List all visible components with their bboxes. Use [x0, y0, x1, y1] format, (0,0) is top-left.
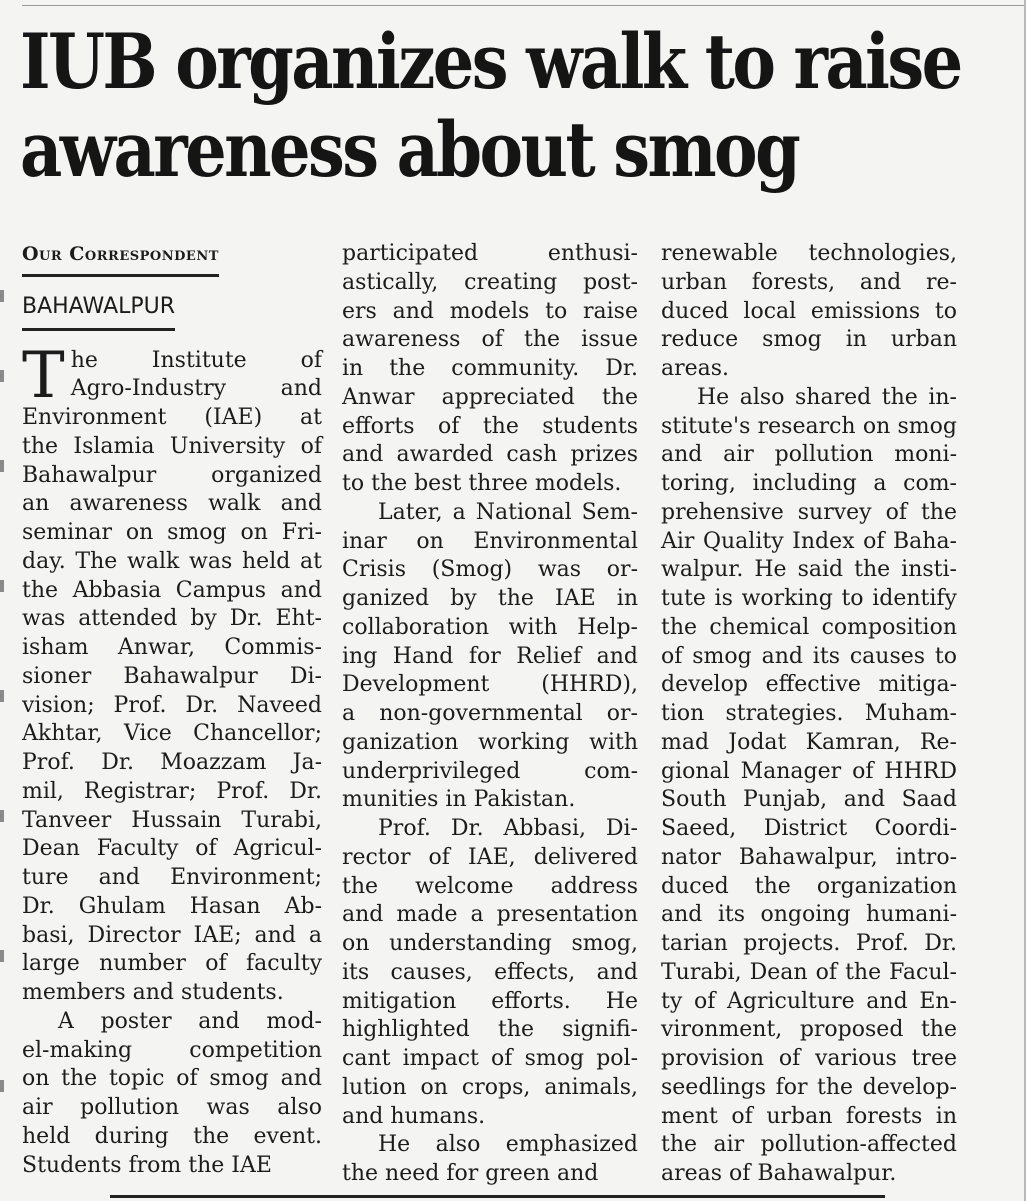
text-line: the Islamia University of — [22, 433, 322, 459]
text-line: collaboration with Help- — [342, 614, 638, 640]
text-line: Dr. Ghulam Hasan Ab- — [22, 893, 322, 919]
margin-ticks — [0, 250, 6, 1200]
text-line: mil, Registrar; Prof. Dr. — [22, 778, 322, 804]
text-line: day. The walk was held at — [22, 548, 322, 574]
text-line: tion strategies. Muham- — [661, 701, 957, 726]
text-line: mad Jodat Kamran, Re- — [661, 729, 957, 755]
text-line: el-making competition — [22, 1037, 322, 1063]
text-line: and air pollution moni- — [661, 442, 957, 468]
text-line: mitigation efforts. He — [342, 988, 638, 1014]
text-line: isham Anwar, Commis- — [22, 635, 322, 660]
text-line: inar on Environmental — [342, 528, 638, 554]
text-line: efforts of the students — [342, 413, 638, 439]
text-line: on understanding smog, — [342, 931, 638, 956]
text-line: a non-governmental or- — [342, 701, 638, 726]
text-line: duced local emissions to — [661, 298, 957, 324]
text-line: He also shared the in- — [697, 384, 957, 410]
text-line: Bahawalpur organized — [22, 462, 322, 488]
text-line: ture and Environment; — [22, 865, 322, 890]
text-line: seminar on smog on Fri- — [22, 520, 322, 545]
text-line: members and students. — [22, 980, 284, 1005]
text-line: highlighted the signifi- — [342, 1017, 638, 1043]
text-line: awareness of the issue — [342, 327, 638, 353]
text-line: lution on crops, animals, — [342, 1074, 638, 1100]
dateline: BAHAWALPUR — [22, 293, 175, 331]
text-line: the welcome address — [342, 873, 638, 899]
text-line: walpur. He said the insti- — [661, 557, 957, 583]
text-line: of smog and its causes to — [661, 643, 957, 669]
text-line: Tanveer Hussain Turabi, — [22, 807, 322, 833]
text-line: He also emphasized — [378, 1132, 638, 1158]
bottom-rule — [110, 1195, 885, 1198]
headline-line-1: IUB organizes walk to raise — [20, 17, 961, 106]
headline — [20, 17, 961, 194]
text-line: Anwar appreciated the — [342, 384, 638, 410]
text-line: ers and models to raise — [342, 298, 638, 324]
text-line: the Abbasia Campus and — [22, 577, 322, 603]
text-line: ing Hand for Relief and — [342, 643, 638, 669]
text-line: the air pollution-affected — [661, 1132, 957, 1158]
text-line: develop effective mitiga- — [661, 672, 957, 698]
text-line: areas of Bahawalpur. — [661, 1161, 897, 1186]
text-line: and its ongoing humani- — [661, 902, 957, 928]
text-line: the need for green and — [342, 1161, 599, 1186]
text-line: tarian projects. Prof. Dr. — [661, 931, 957, 956]
text-line: urban forests, and re- — [661, 269, 957, 295]
text-line: reduce smog in urban — [661, 327, 957, 353]
text-line: Environment (IAE) at — [22, 405, 322, 430]
text-line: was attended by Dr. Eht- — [22, 606, 322, 632]
text-line: and humans. — [342, 1103, 486, 1129]
text-line: duced the organization — [661, 873, 957, 899]
text-line: provision of various tree — [661, 1046, 957, 1071]
text-line: munities in Pakistan. — [342, 787, 576, 813]
text-line: participated enthusi- — [342, 241, 638, 266]
text-line: gional Manager of HHRD — [661, 758, 957, 784]
article-column-2-text — [342, 240, 638, 1189]
text-line: sioner Bahawalpur Di- — [22, 663, 322, 689]
text-line: basi, Director IAE; and a — [22, 922, 322, 948]
text-line: nator Bahawalpur, intro- — [661, 844, 957, 870]
text-line: prehensive survey of the — [661, 499, 957, 525]
text-line: Prof. Dr. Abbasi, Di- — [378, 816, 638, 841]
text-line: vironment, proposed the — [661, 1017, 957, 1043]
text-line: Students from the IAE — [22, 1152, 272, 1178]
text-line: he Institute of — [70, 347, 322, 373]
text-line: renewable technologies, — [661, 241, 957, 266]
text-line: seedlings for the develop- — [661, 1074, 957, 1100]
text-line: areas. — [661, 356, 730, 381]
text-line: Development (HHRD), — [342, 672, 638, 698]
text-line: the chemical composition — [661, 614, 957, 640]
text-line: on the topic of smog and — [22, 1066, 322, 1092]
column-2 — [342, 240, 638, 1189]
text-line: ganization working with — [342, 729, 638, 755]
text-line: air pollution was also — [22, 1095, 322, 1120]
text-line: held during the event. — [22, 1123, 322, 1149]
text-line: tute is working to identify — [661, 586, 957, 611]
text-line: Crisis (Smog) was or- — [342, 557, 638, 583]
headline-line-2: awareness about smog — [20, 105, 799, 194]
text-line: A poster and mod- — [58, 1008, 322, 1034]
text-line: cant impact of smog pol- — [342, 1046, 638, 1071]
text-line: Air Quality Index of Baha- — [661, 528, 957, 554]
dropcap: T — [22, 338, 65, 413]
text-line: rector of IAE, delivered — [342, 844, 638, 870]
text-line: stitute's research on smog — [661, 413, 957, 439]
text-line: Agro-Industry and — [70, 376, 322, 402]
text-line: Later, a National Sem- — [378, 499, 638, 525]
text-line: vision; Prof. Dr. Naveed — [22, 692, 322, 718]
text-line: and made a presentation — [342, 902, 638, 928]
text-line: ganized by the IAE in — [342, 586, 638, 611]
column-1 — [22, 240, 322, 1180]
text-line: and awarded cash prizes — [342, 442, 638, 468]
top-rule — [22, 5, 1026, 6]
text-line: astically, creating post- — [342, 269, 638, 295]
article-column-1-text — [22, 338, 322, 1181]
byline: Our Correspondent — [22, 240, 219, 277]
article-column-3-text — [661, 240, 957, 1189]
text-line: ty of Agriculture and En- — [661, 988, 957, 1014]
text-line: large number of faculty — [22, 951, 322, 977]
text-line: an awareness walk and — [22, 491, 322, 517]
text-line: underprivileged com- — [342, 758, 638, 784]
text-line: Turabi, Dean of the Facul- — [661, 959, 957, 985]
text-line: toring, including a com- — [661, 471, 957, 496]
text-line: its causes, effects, and — [342, 959, 638, 985]
text-line: Prof. Dr. Moazzam Ja- — [22, 750, 322, 775]
text-line: in the community. Dr. — [342, 356, 638, 381]
text-line: Saeed, District Coordi- — [661, 816, 957, 841]
text-line: Dean Faculty of Agricul- — [22, 836, 322, 862]
text-line: ment of urban forests in — [661, 1103, 957, 1129]
text-line: to the best three models. — [342, 471, 622, 496]
text-line: Akhtar, Vice Chancellor; — [22, 721, 322, 747]
text-line: South Punjab, and Saad — [661, 787, 957, 813]
column-3 — [661, 240, 957, 1189]
